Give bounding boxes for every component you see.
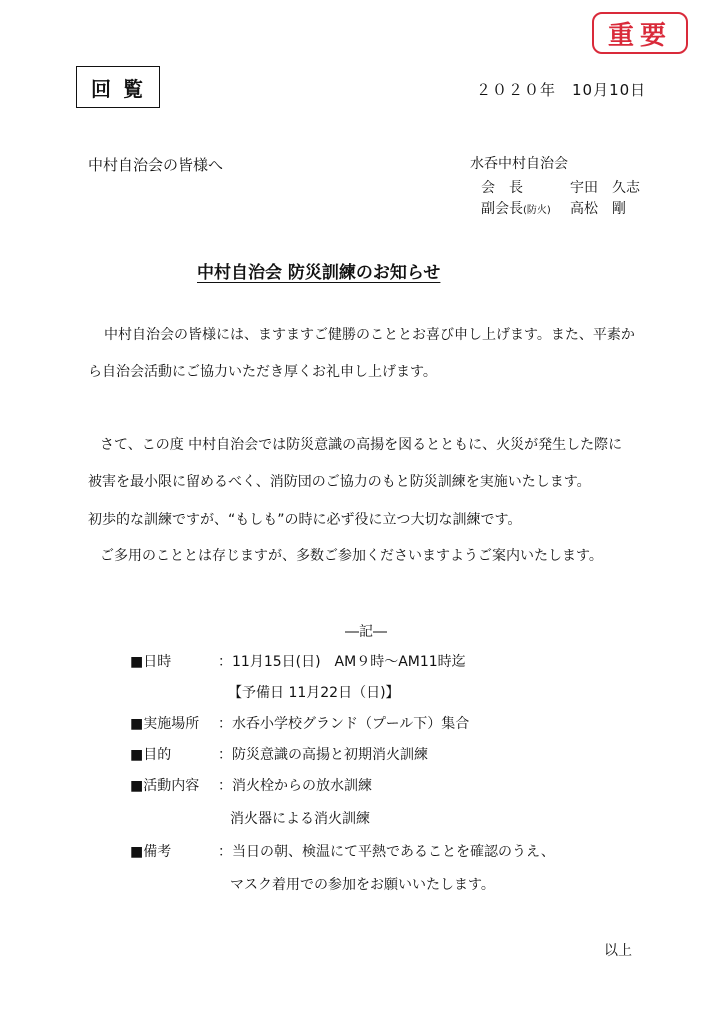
sender-role-vice xyxy=(481,198,551,218)
notes-value-2: マスク着用での参加をお願いいたします。 xyxy=(230,877,495,893)
important-stamp: 重要 xyxy=(592,12,688,54)
sender-role-vice-main: 副会長 xyxy=(481,201,523,217)
activity-label: ■活動内容 xyxy=(130,778,200,794)
datetime-label: ■日時 xyxy=(130,654,172,670)
body-p2-line1: さて、この度 中村自治会では防災意識の高揚を図るとともに、火災が発生した際に xyxy=(100,437,623,453)
body-p3: ご多用のこととは存じますが、多数ご参加くださいますようご案内いたします。 xyxy=(100,548,603,564)
purpose-value: ：防災意識の高揚と初期消火訓練 xyxy=(218,747,428,763)
body-p1-line1: 中村自治会の皆様には、ますますご健勝のこととお喜び申し上げます。また、平素か xyxy=(104,327,635,343)
notes-label: ■備考 xyxy=(130,844,172,860)
datetime-value: ：11月15日(日) AM９時～AM11時迄 xyxy=(218,654,466,670)
sender-name-vice: 高松 剛 xyxy=(570,201,626,217)
recipient: 中村自治会の皆様へ xyxy=(88,156,224,174)
document-title: 中村自治会 防災訓練のお知らせ xyxy=(197,263,441,283)
body-p2-line2: 被害を最小限に留めるべく、消防団のご協力のもと防災訓練を実施いたします。 xyxy=(88,474,591,490)
sender-org: 水呑中村自治会 xyxy=(470,156,568,172)
place-label: ■実施場所 xyxy=(130,716,200,732)
sender-name-chair: 宇田 久志 xyxy=(570,180,640,196)
purpose-label: ■目的 xyxy=(130,747,172,763)
activity-value-1: ：消火栓からの放水訓練 xyxy=(218,778,372,794)
ki-heading: ―記― xyxy=(345,624,387,640)
sender-role-chair: 会 長 xyxy=(481,180,523,196)
document-date: ２０２０年 10月10日 xyxy=(476,81,647,99)
body-p2-line3: 初歩的な訓練ですが、“もしも”の時に必ず役に立つ大切な訓練です。 xyxy=(88,512,522,528)
notes-value-1: ：当日の朝、検温にて平熱であることを確認のうえ、 xyxy=(218,844,555,860)
sender-role-vice-note: (防火) xyxy=(523,205,551,216)
body-p1-line2: ら自治会活動にご協力いただき厚くお礼申し上げます。 xyxy=(88,364,437,380)
closing-ijo: 以上 xyxy=(604,943,632,959)
place-value: ：水呑小学校グランド（プール下）集合 xyxy=(218,716,470,732)
circulation-box: 回覧 xyxy=(76,66,160,108)
datetime-reserve: 【予備日 11月22日（日)】 xyxy=(228,685,400,701)
activity-value-2: 消火器による消火訓練 xyxy=(230,811,370,827)
